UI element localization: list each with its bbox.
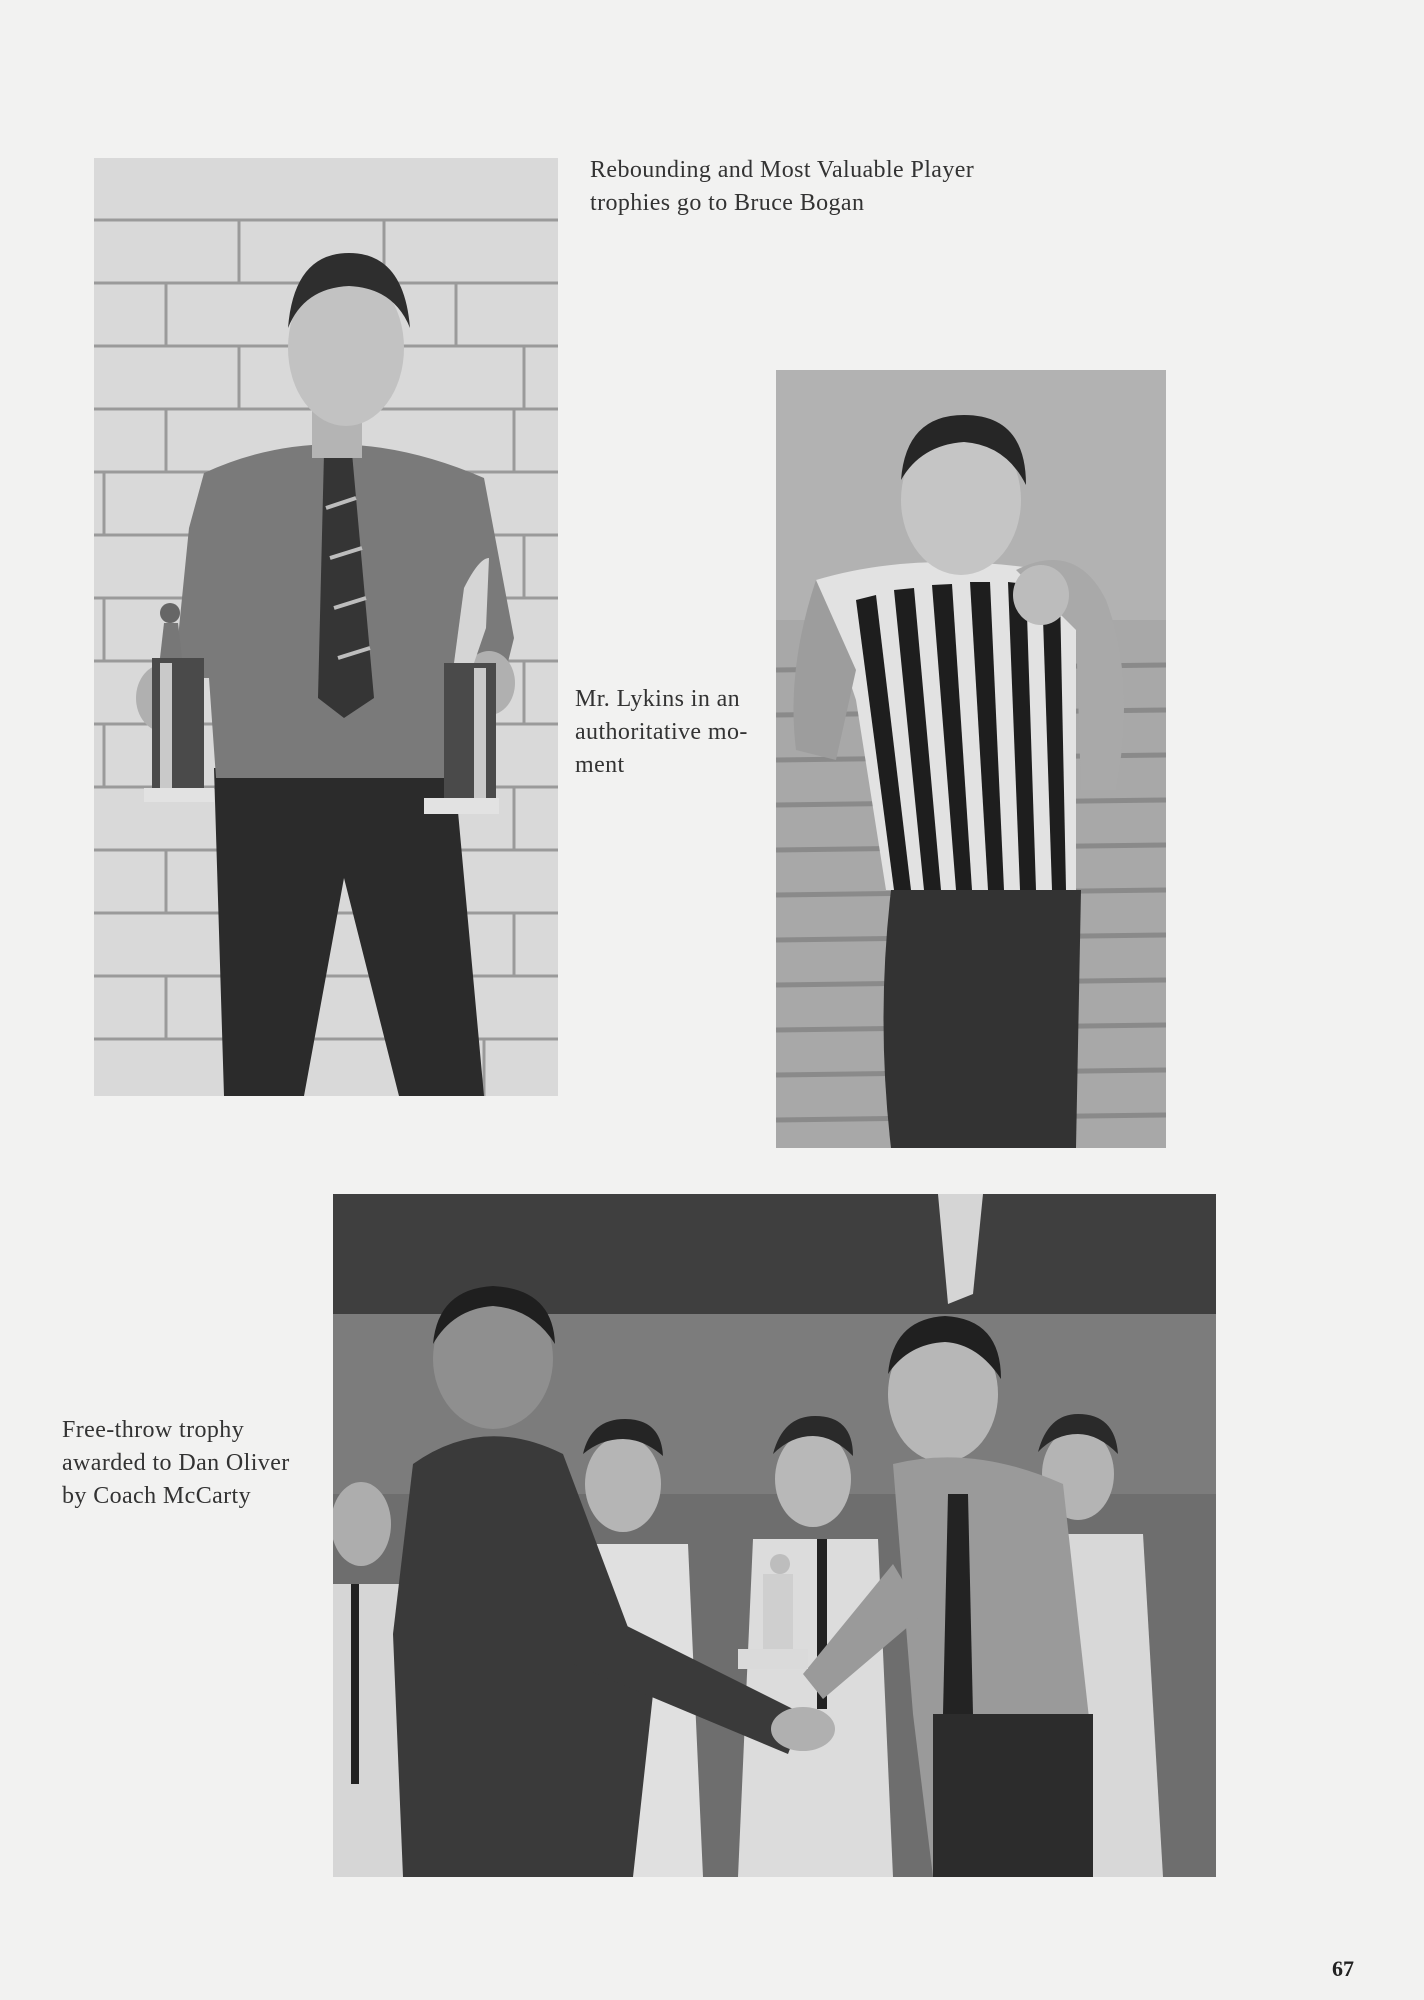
photo-handshake: [333, 1194, 1216, 1877]
page-number: 67: [1332, 1956, 1354, 1981]
photo-referee: [776, 370, 1166, 1148]
caption-line: by Coach McCarty: [62, 1483, 252, 1509]
caption-trophies: [590, 154, 974, 220]
caption-line: awarded to Dan Oliver: [62, 1450, 290, 1476]
photo-trophies-image: [94, 158, 558, 1096]
photo-referee-image: [776, 370, 1166, 1148]
caption-line: authoritative mo-: [575, 719, 748, 745]
caption-line: Free-throw trophy: [62, 1417, 245, 1443]
caption-line: ment: [575, 752, 625, 778]
caption-line: trophies go to Bruce Bogan: [590, 190, 865, 216]
caption-line: Rebounding and Most Valuable Player: [590, 157, 975, 183]
photo-trophies: [94, 158, 558, 1096]
caption-handshake: [62, 1414, 290, 1513]
caption-referee: [575, 683, 748, 782]
photo-handshake-image: [333, 1194, 1216, 1877]
caption-line: Mr. Lykins in an: [575, 686, 741, 712]
